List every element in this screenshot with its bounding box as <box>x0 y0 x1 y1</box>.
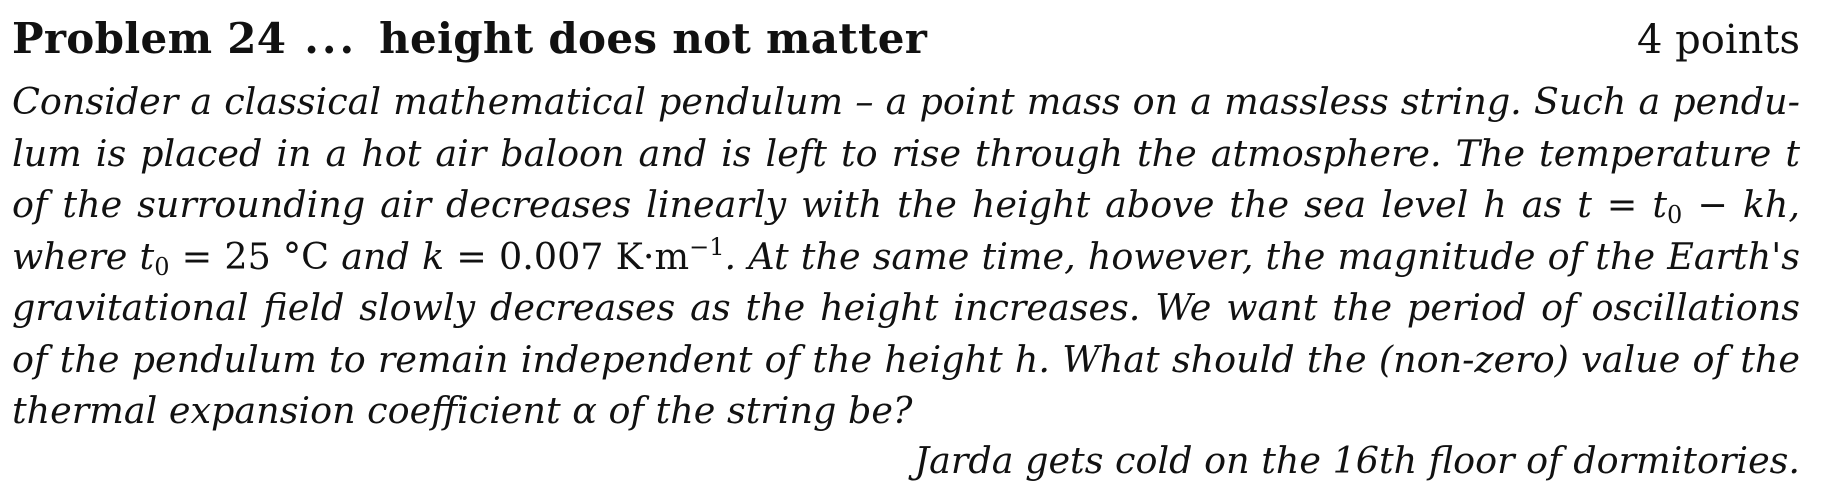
statement-part-4: , where <box>12 183 1800 278</box>
problem-title-text: height does not matter <box>379 14 928 63</box>
k-value: = 0.007 K·m <box>444 234 690 278</box>
problem-author-note: Jarda gets cold on the 16th floor of dormitories. <box>914 438 1800 482</box>
statement-part-7: . What should the (non-zero) value of the thermal expansion coefficient <box>12 337 1800 432</box>
t0-symbol: t <box>139 234 155 278</box>
t0-definition <box>139 234 330 281</box>
statement-part-6: . At the same time, however, the magnitude of the Earth's gravitational field slowly decreases as the height increases. We want the period of oscillations of the pendulum to remain independent of the height <box>12 234 1800 381</box>
k-definition <box>422 232 725 278</box>
statement-part-2: of the surrounding air decreases linearly with the height above the sea level <box>12 183 1469 226</box>
problem-statement <box>12 76 1800 437</box>
statement-part-3: as <box>1521 183 1563 226</box>
temperature-equation <box>1577 183 1789 229</box>
equation-lhs: t = t <box>1577 183 1667 226</box>
t0-value: = 25 °C <box>169 234 330 278</box>
k-symbol: k <box>422 234 445 278</box>
variable-h: h <box>1483 183 1507 226</box>
variable-alpha: α <box>572 389 597 432</box>
title-ellipsis: ... <box>304 14 358 63</box>
problem-title <box>12 14 927 63</box>
problem-number: Problem 24 <box>12 14 287 63</box>
k-exponent: −1 <box>689 232 725 261</box>
statement-part-5: and <box>341 234 410 278</box>
equation-subscript: 0 <box>1667 201 1683 229</box>
variable-t: t <box>1785 131 1800 175</box>
equation-rhs: − kh <box>1682 183 1789 226</box>
statement-part-8: of the string be? <box>608 389 913 432</box>
t0-subscript: 0 <box>154 252 170 281</box>
problem-page <box>12 14 1800 482</box>
statement-part-1: Consider a classical mathematical pendulum – a point mass on a massless string. Such a pendu-lum is placed in a hot air baloon and is left to rise through the atmosphere. The temperature <box>12 80 1800 175</box>
variable-h-2: h <box>1014 337 1039 381</box>
problem-header <box>12 14 1800 76</box>
problem-points: 4 points <box>1636 17 1800 63</box>
